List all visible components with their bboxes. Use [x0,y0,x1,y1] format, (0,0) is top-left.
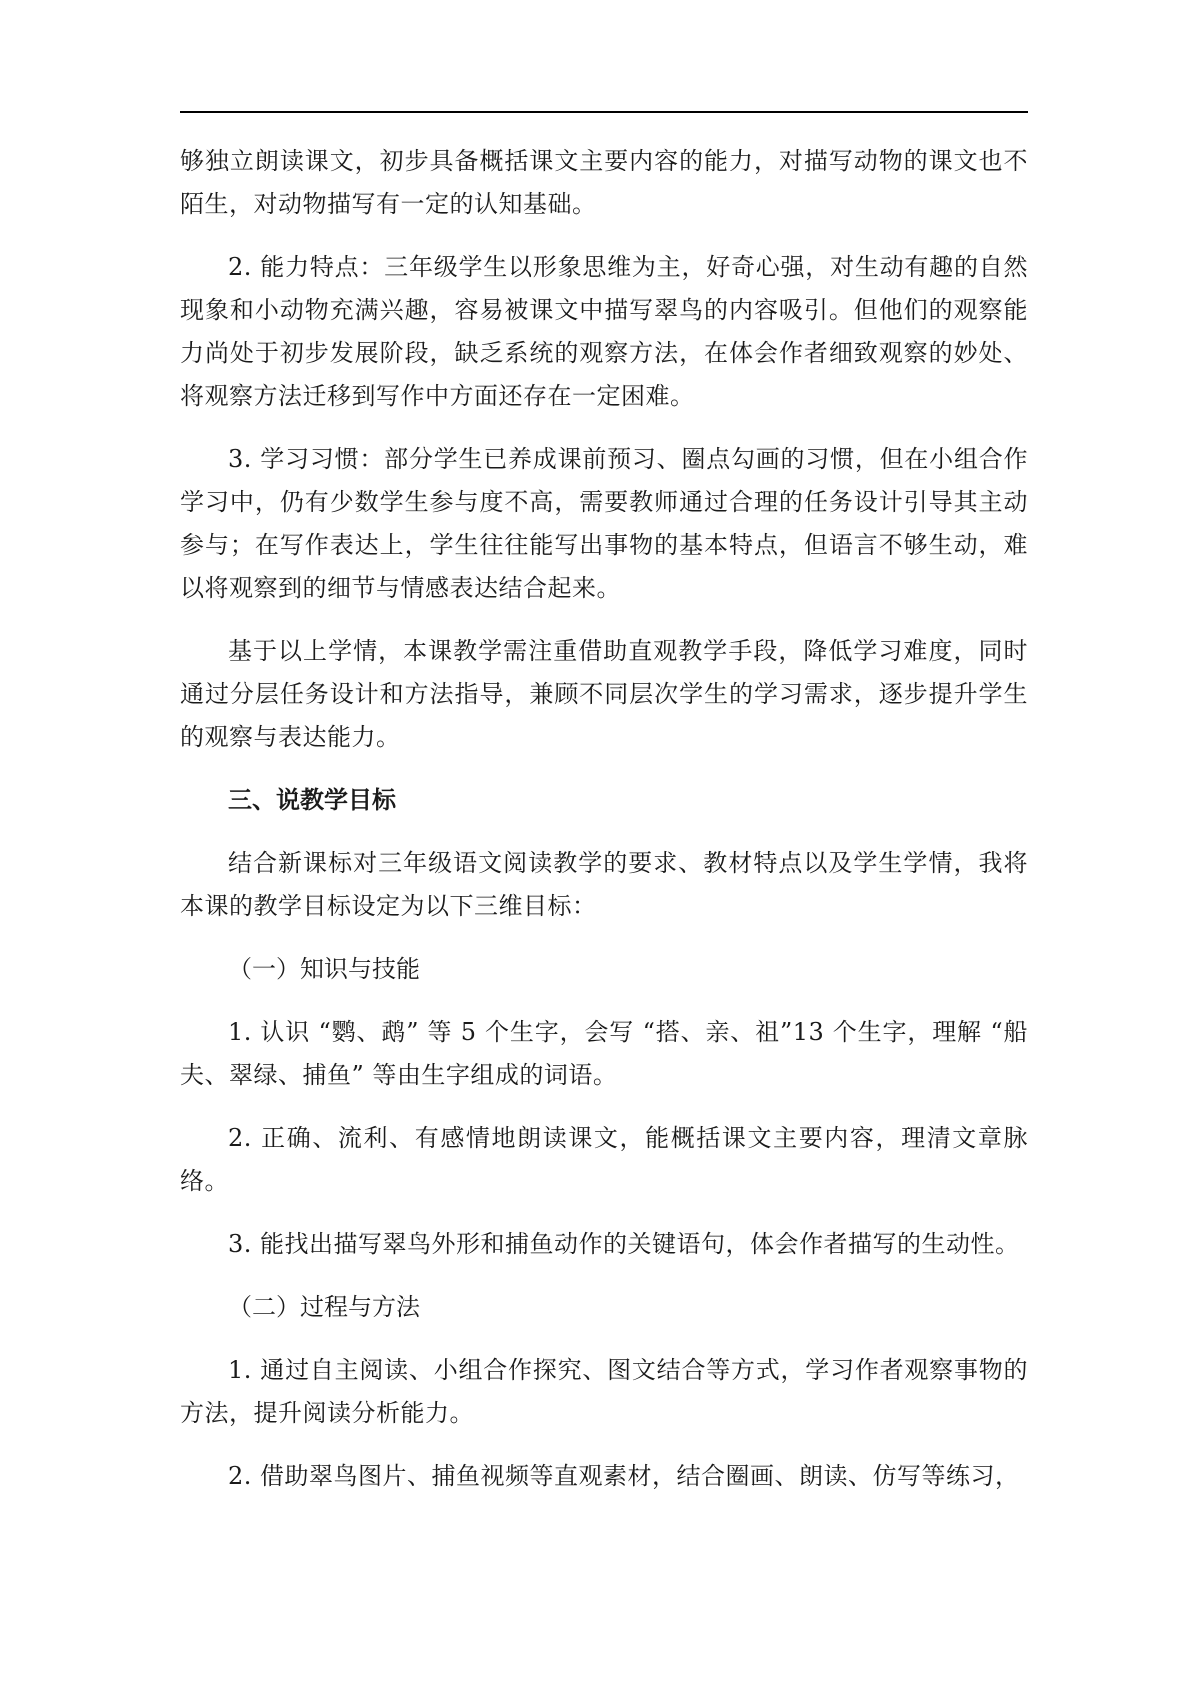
paragraph-continuation: 够独立朗读课文，初步具备概括课文主要内容的能力，对描写动物的课文也不陌生，对动物描写有一定的认知基础。 [180,147,1028,218]
paragraph-habits: 3. 学习习惯：部分学生已养成课前预习、圈点勾画的习惯，但在小组合作学习中，仍有少数学生参与度不高，需要教师通过合理的任务设计引导其主动参与；在写作表达上，学生往往能写出事物的基本特点，但语言不够生动，难以将观察到的细节与情感表达结合起来。 [180,445,1028,602]
list-item: 1. 通过自主阅读、小组合作探究、图文结合等方式，学习作者观察事物的方法，提升阅读分析能力。 [180,1356,1028,1427]
subheading-process-methods: （二）过程与方法 [228,1293,420,1321]
list-item: 1. 认识 “鹦、鹉” 等 5 个生字，会写 “搭、亲、祖”13 个生字，理解 “船夫、翠绿、捕鱼” 等由生字组成的词语。 [180,1018,1028,1089]
paragraph-ability: 2. 能力特点：三年级学生以形象思维为主，好奇心强，对生动有趣的自然现象和小动物充满兴趣，容易被课文中描写翠鸟的内容吸引。但他们的观察能力尚处于初步发展阶段，缺乏系统的观察方法，在体会作者细致观察的妙处、将观察方法迁移到写作中方面还存在一定困难。 [180,253,1028,410]
section-heading-teaching-goals: 三、说教学目标 [228,786,396,814]
subheading-knowledge-skills: （一）知识与技能 [228,955,420,983]
list-item: 2. 正确、流利、有感情地朗读课文，能概括课文主要内容，理清文章脉络。 [180,1124,1028,1195]
paragraph-goals-intro: 结合新课标对三年级语文阅读教学的要求、教材特点以及学生学情，我将本课的教学目标设定为以下三维目标： [180,849,1028,920]
list-item: 3. 能找出描写翠鸟外形和捕鱼动作的关键语句，体会作者描写的生动性。 [228,1230,1020,1258]
paragraph-summary: 基于以上学情，本课教学需注重借助直观教学手段，降低学习难度，同时通过分层任务设计和方法指导，兼顾不同层次学生的学习需求，逐步提升学生的观察与表达能力。 [180,637,1028,751]
list-item: 2. 借助翠鸟图片、捕鱼视频等直观素材，结合圈画、朗读、仿写等练习， [228,1462,1020,1490]
document-body [180,140,1028,1518]
header-rule [180,111,1028,113]
